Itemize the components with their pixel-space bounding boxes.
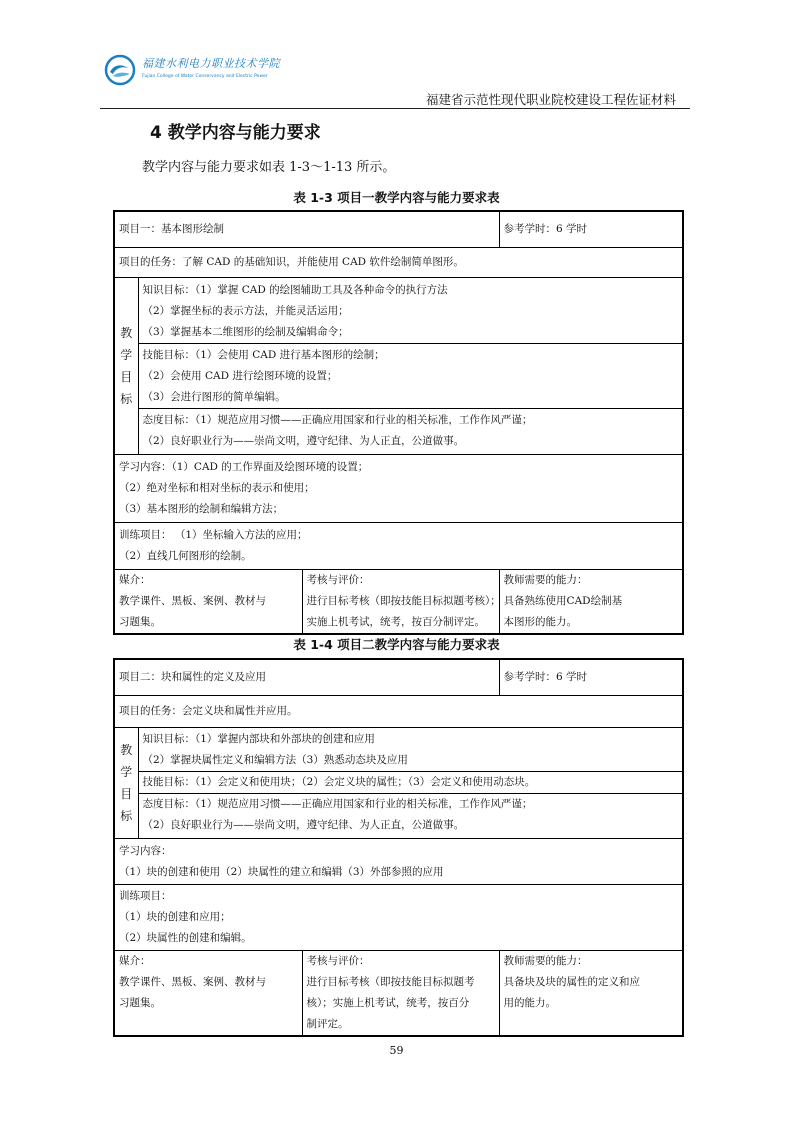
media-line: 媒介： — [119, 573, 151, 586]
knowledge-goals — [138, 277, 683, 343]
knowledge-goals — [138, 727, 683, 771]
assessment-line: 核）；实施上机考试，统考，按百分 — [306, 996, 470, 1009]
teacher-line: 用的能力。 — [503, 996, 557, 1009]
attitude-line: （2）良好职业行为——崇尚文明，遵守纪律、为人正直，公道做事。 — [142, 434, 465, 447]
project-name: 项目二：块和属性的定义及应用 — [119, 670, 266, 683]
assessment-line: 进行目标考核（即按技能目标拟题考核）； — [306, 594, 501, 607]
section-intro: 教学内容与能力要求如表 1-3～1-13 所示。 — [142, 160, 396, 175]
teacher-ability-cell — [499, 569, 683, 634]
goal-label-char: 目 — [120, 786, 133, 801]
goal-label-char: 教 — [120, 325, 133, 340]
table-caption: 表 1-3 项目一教学内容与能力要求表 — [293, 190, 500, 205]
college-logo-icon — [104, 54, 136, 86]
content-line: （2）绝对坐标和相对坐标的表示和使用； — [119, 481, 315, 494]
training-items — [114, 884, 683, 950]
teaching-goals-label — [114, 277, 138, 454]
teacher-line: 具备块及块的属性的定义和应 — [503, 975, 641, 988]
assessment-line: 考核与评价： — [306, 573, 370, 586]
assessment-line: 进行目标考核（即按技能目标拟题考 — [306, 975, 475, 988]
attitude-goals — [138, 793, 683, 838]
goal-label-char: 标 — [120, 391, 133, 406]
media-line: 媒介： — [119, 954, 151, 967]
training-line: 训练项目： — [119, 889, 172, 902]
knowledge-line: （2）掌握块属性定义和编辑方法（3）熟悉动态块及应用 — [142, 753, 408, 766]
attitude-line: （2）良好职业行为——崇尚文明，遵守纪律、为人正直，公道做事。 — [142, 818, 465, 831]
training-line: 训练项目： （1）坐标输入方法的应用； — [119, 528, 308, 541]
project-name: 项目一：基本图形绘制 — [119, 222, 224, 235]
goal-label-char: 目 — [120, 369, 133, 384]
media-line: 教学课件、黑板、案例、教材与 — [119, 975, 266, 988]
learning-content — [114, 454, 683, 522]
knowledge-line: （2）掌握坐标的表示方法，并能灵活运用； — [142, 304, 349, 317]
skill-goals — [138, 343, 683, 408]
skill-line: 技能目标：（1）会使用 CAD 进行基本图形的绘制； — [142, 348, 385, 361]
document-title: 福建省示范性现代职业院校建设工程佐证材料 — [425, 92, 676, 107]
attitude-goals — [138, 408, 683, 454]
header-divider — [100, 108, 690, 109]
project-name-cell — [114, 659, 499, 695]
training-line: （2）直线几何图形的绘制。 — [119, 549, 252, 562]
goal-label-char: 教 — [120, 742, 133, 757]
teacher-line: 本图形的能力。 — [503, 615, 578, 628]
teacher-line: 教师需要的能力： — [503, 954, 588, 967]
task-cell — [114, 695, 683, 727]
goal-label-char: 标 — [120, 808, 133, 823]
attitude-line: 态度目标：（1）规范应用习惯——正确应用国家和行业的相关标准，工作作风严谨； — [142, 413, 533, 426]
attitude-line: 态度目标：（1）规范应用习惯——正确应用国家和行业的相关标准，工作作风严谨； — [142, 797, 533, 810]
goal-label-char: 学 — [120, 764, 133, 779]
project-task: 项目的任务：会定义块和属性并应用。 — [119, 704, 298, 717]
teacher-ability-cell — [499, 950, 683, 1036]
knowledge-line: 知识目标：（1）掌握 CAD 的绘图辅助工具及各种命令的执行方法 — [142, 283, 448, 296]
content-line: 学习内容： — [119, 844, 172, 857]
learning-content — [114, 838, 683, 884]
project-name-cell — [114, 211, 499, 247]
table-caption: 表 1-4 项目二教学内容与能力要求表 — [293, 637, 500, 652]
college-logo — [104, 52, 294, 92]
knowledge-line: 知识目标：（1）掌握内部块和外部块的创建和应用 — [142, 732, 375, 745]
skill-line: 技能目标：（1）会定义和使用块；（2）会定义块的属性；（3）会定义和使用动态块。 — [142, 775, 536, 788]
assessment-cell — [302, 569, 499, 634]
training-items — [114, 522, 683, 569]
assessment-line: 实施上机考试，统考，按百分制评定。 — [306, 615, 485, 628]
media-cell — [114, 950, 302, 1036]
hours-cell — [499, 211, 683, 247]
goal-label-char: 学 — [120, 347, 133, 362]
media-line: 习题集。 — [119, 996, 161, 1009]
skill-line: （2）会使用 CAD 进行绘图环境的设置； — [142, 369, 338, 382]
knowledge-line: （3）掌握基本二维图形的绘制及编辑命令； — [142, 325, 349, 338]
content-line: 学习内容：（1）CAD 的工作界面及绘图环境的设置； — [119, 460, 369, 473]
assessment-cell — [302, 950, 499, 1036]
teacher-line: 具备熟练使用CAD绘制基 — [503, 594, 623, 607]
teacher-line: 教师需要的能力： — [503, 573, 588, 586]
skill-goals — [138, 771, 683, 793]
project-task: 项目的任务：了解 CAD 的基础知识，并能使用 CAD 软件绘制简单图形。 — [119, 255, 464, 268]
assessment-line: 考核与评价： — [306, 954, 370, 967]
page-number: 59 — [389, 1044, 404, 1057]
content-line: （1）块的创建和使用（2）块属性的建立和编辑（3）外部参照的应用 — [119, 865, 444, 878]
training-line: （2）块属性的创建和编辑。 — [119, 931, 252, 944]
media-line: 教学课件、黑板、案例、教材与 — [119, 594, 266, 607]
media-cell — [114, 569, 302, 634]
hours-cell — [499, 659, 683, 695]
skill-line: （3）会进行图形的简单编辑。 — [142, 390, 286, 403]
page-header — [100, 52, 690, 107]
project-table — [113, 210, 684, 635]
media-line: 习题集。 — [119, 615, 161, 628]
section-title: 4 教学内容与能力要求 — [150, 123, 321, 143]
college-name-cn: 福建水利电力职业技术学院 — [142, 57, 280, 70]
reference-hours: 参考学时：6 学时 — [503, 670, 588, 683]
college-name-en: Fujian College of Water Conservancy and Electric Power — [142, 74, 268, 79]
assessment-line: 制评定。 — [306, 1017, 349, 1030]
content-line: （3）基本图形的绘制和编辑方法； — [119, 502, 284, 515]
task-cell — [114, 247, 683, 277]
project-table — [113, 658, 684, 1037]
reference-hours: 参考学时：6 学时 — [503, 222, 588, 235]
teaching-goals-label — [114, 727, 138, 838]
training-line: （1）块的创建和应用； — [119, 910, 231, 923]
